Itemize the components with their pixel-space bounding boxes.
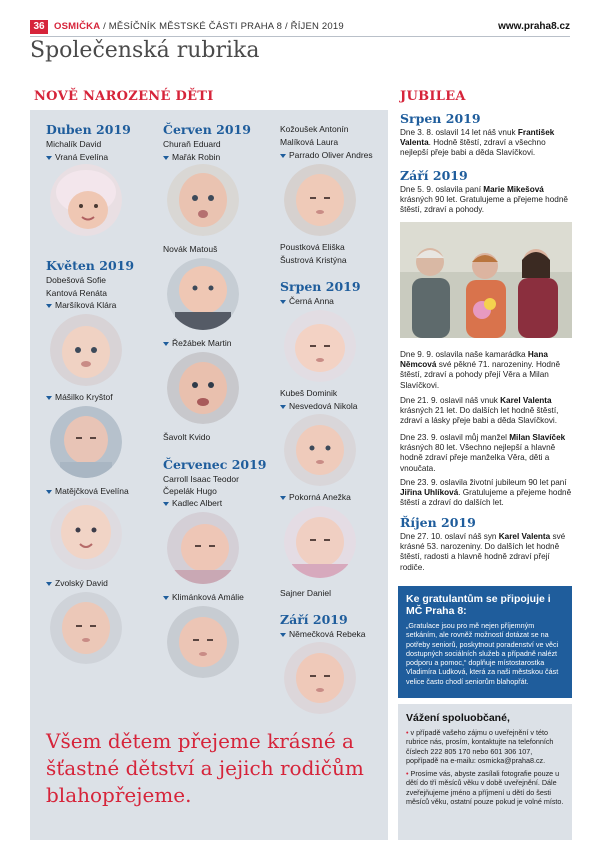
jubilea-month: Říjen 2019: [400, 515, 476, 530]
brand-name: OSMIČKA: [54, 21, 101, 32]
jubilee-note: Dne 9. 9. oslavila naše kamarádka Hana Němcová své pěkné 71. narozeniny. Hodně štěstí, zdraví a pohody přejí Věra a Milan Slavíčkovi.: [400, 350, 561, 390]
municipality-box-text: „Gratulace jsou pro mě nejen příjemným setkáním, ale rovněž možností dotázat se na potřeby seniorů, poskytnout poradenství ve věci dostupných sociálních služeb a případně nalézt podporu a pomoc,“ doplňuje místostarostka Vladimíra Ludková, která za naši městskou část velice často chodí seniorům blahopřát.: [406, 621, 559, 686]
month-zari: Září 2019: [280, 612, 348, 627]
contact-box-title: Vážení spoluobčané,: [406, 712, 510, 724]
baby-name: Churaň Eduard: [163, 139, 221, 149]
month-srpen: Srpen 2019: [280, 279, 361, 294]
contact-box: [398, 704, 572, 840]
baby-name: Parrado Oliver Andres: [280, 150, 373, 160]
baby-photo: [284, 642, 356, 714]
baby-name: Němečková Rebeka: [280, 629, 366, 639]
baby-name: Vraná Evelína: [46, 152, 108, 162]
baby-name: Zvolský David: [46, 578, 108, 588]
jubilee-note: Dne 27. 10. oslaví náš syn Karel Valenta své krásné 53. narozeniny. Do dalších let hodně štěstí, radosti a hlavně hodně zdraví přejí rodiče.: [400, 532, 566, 572]
baby-name: Klimánková Amálie: [163, 592, 244, 602]
baby-photo: [50, 498, 122, 570]
website-link[interactable]: www.praha8.cz: [498, 21, 570, 32]
baby-name: Šavolt Kvido: [163, 432, 211, 442]
wish-text: Všem dětem přejeme krásné a šťastné dětství a jejich rodičům blahopřejeme.: [46, 729, 364, 807]
month-cervenec: Červenec 2019: [163, 457, 267, 472]
family-photo: [400, 222, 572, 338]
month-kveten: Květen 2019: [46, 258, 135, 273]
baby-photo: [167, 164, 239, 236]
jubilee-note: Dne 21. 9. oslavil náš vnuk Karel Valenta krásných 21 let. Do dalších let hodně štěstí, zdraví a lásky přeje babi a děda Slavíčkovi.: [400, 396, 559, 426]
jubilee-note: Dne 23. 9. oslavila životní jubileum 90 let paní Jiřina Uhlíková. Gratulujeme a přejeme hodně štěstí a zdraví do dalších let.: [400, 478, 572, 508]
jubilee-note: Dne 23. 9. oslavil můj manžel Milan Slavíček krásných 80 let. Všechno nejlepší a hlavně hodně zdraví přeje manželka Věra, děti a vnoučata.: [400, 433, 566, 473]
baby-name: Matějčková Evelína: [46, 486, 129, 496]
baby-name: Šustrová Kristýna: [280, 255, 347, 265]
baby-name: Čepelák Hugo: [163, 486, 217, 496]
jubilea-month: Srpen 2019: [400, 111, 481, 126]
contact-box-item: • v případě vašeho zájmu o uveřejnění v této rubrice nás, prosím, kontaktujte na telefonních číslech 222 805 170 nebo 601 306 107, popřípadě na e-mailu: osmicka@praha8.cz.: [406, 728, 554, 765]
baby-photo: [284, 310, 356, 382]
jubilee-note: Dne 5. 9. oslavila paní Marie Mikešová krásných 90 let. Gratulujeme a přejeme hodně štěstí, zdraví a pohody.: [400, 185, 568, 215]
baby-name: Kožoušek Antonín: [280, 124, 349, 134]
header-divider: [30, 36, 570, 37]
baby-photo: [167, 352, 239, 424]
baby-name: Michalík David: [46, 139, 102, 149]
baby-photo: [284, 506, 356, 578]
baby-name: Malíková Laura: [280, 137, 339, 147]
baby-name: Nesvedová Nikola: [280, 401, 358, 411]
baby-photo: [167, 606, 239, 678]
baby-name: Kubeš Dominik: [280, 388, 338, 398]
newborns-heading: NOVĚ NAROZENÉ DĚTI: [34, 89, 214, 104]
baby-name: Mášilko Kryštof: [46, 392, 113, 402]
baby-photo: [50, 592, 122, 664]
baby-photo: [284, 414, 356, 486]
baby-photo: [167, 512, 239, 584]
baby-name: Černá Anna: [280, 296, 334, 306]
contact-box-item: • Prosíme vás, abyste zasílali fotografie pouze u dětí do tří měsíců věku v době uveřejnění. Dále zveřejňujeme jméno a příjmení u dětí do šesti měsíců věku, ostatní pouze pokud je volné místo.: [406, 769, 564, 807]
jubilea-month: Září 2019: [400, 168, 468, 183]
rubric-title: Společenská rubrika: [30, 38, 260, 63]
jubilee-note: Dne 3. 8. oslavil 14 let náš vnuk František Valenta. Hodně štěstí, zdraví a všechno nejlepší přeje babi a děda Slavíčkovi.: [400, 128, 555, 158]
baby-name: Carroll Isaac Teodor: [163, 474, 239, 484]
baby-name: Novák Matouš: [163, 244, 218, 254]
baby-name: Řežábek Martin: [163, 338, 232, 348]
baby-name: Mařák Robin: [163, 152, 220, 162]
baby-photo: [50, 406, 122, 478]
municipality-box: [398, 586, 572, 698]
baby-name: Dobešová Sofie: [46, 275, 107, 285]
baby-name: Poustková Eliška: [280, 242, 345, 252]
baby-photo: [50, 314, 122, 386]
baby-name: Kadlec Albert: [163, 498, 222, 508]
month-cerven: Červen 2019: [163, 122, 251, 137]
magazine-subtitle: / MĚSÍČNÍK MĚSTSKÉ ČÁSTI PRAHA 8 / ŘÍJEN 2019: [103, 21, 344, 32]
baby-name: Maršíková Klára: [46, 300, 116, 310]
baby-photo: [50, 164, 122, 236]
baby-name: Pokorná Anežka: [280, 492, 351, 502]
baby-photo: [284, 164, 356, 236]
baby-name: Sajner Daniel: [280, 588, 332, 598]
baby-photo: [167, 258, 239, 330]
municipality-box-title: Ke gratulantům se připojuje i MČ Praha 8:: [406, 593, 551, 617]
page-number: 36: [30, 20, 48, 34]
baby-name: Kantová Renáta: [46, 288, 107, 298]
magazine-header: [54, 21, 344, 32]
jubilea-heading: JUBILEA: [400, 89, 466, 104]
month-duben: Duben 2019: [46, 122, 131, 137]
